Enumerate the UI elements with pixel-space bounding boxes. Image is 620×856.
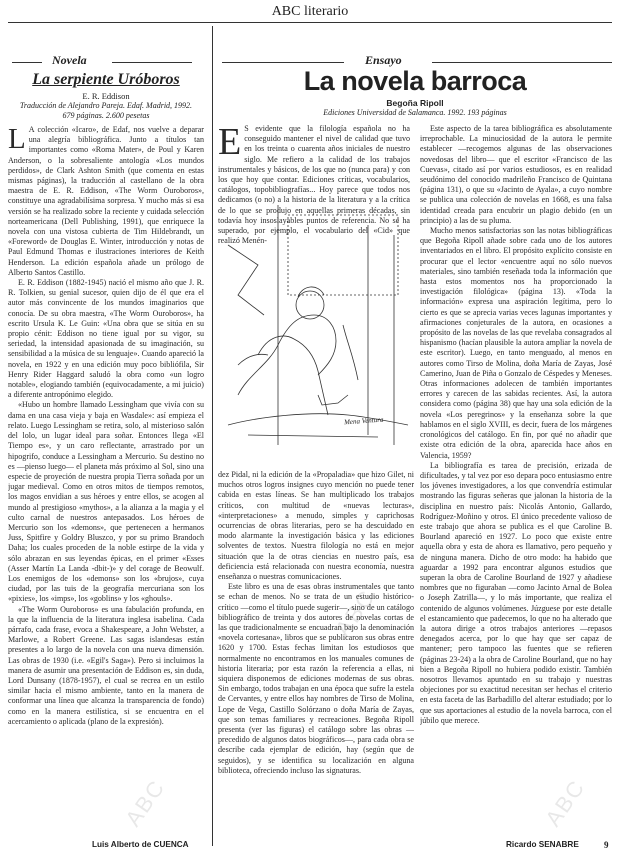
article-author-right: Begoña Ripoll: [386, 98, 444, 108]
watermark-stamp: ABC: [540, 774, 591, 831]
article-body-right-b: [420, 124, 612, 836]
section-rule-left: [12, 62, 42, 63]
paragraph: Mucho menos satisfactorias son las notas bibliográficas que Begoña Ripoll añade sobre cada uno de los autores inventariados en el libro. El propósito explícito consiste en procurar que el lector «encuentre aquí no sólo nuevos materiales, sino también reseñada toda la información que hasta estos momentos nos ha proporcionado la investigación filológica» (página 13). «Toda la información» expresa una aspiración legítima, pero lo cierto es que se aprecia varias veces lagunas importantes y afirmaciones conjeturales de la autora, en ocasiones a propósito de las novelas de las que revelaba consagrados al hispanismo (hacían plausible la autora ampliar la novela de este escritor). Luego, en tanto menguado, al menos en autores como Tirso de Molina, doña María de Zayas, José Camerino, Juan de Piña o Gonzalo de Céspedes y Meneses. Otras informaciones adolecen de también importantes errores y carecen de las sabidas recientes. Así, la autora considera como (página 38) que hay una sola edición de la novela «Los peregrinos» y la enseñanza sobre la que hablamos en el siglo XVIII, es decir, fuera de los márgenes cronológicos del catálogo. En fin, por qué no añadir que existe otra edición de la obra, aparecida hace años en Valencia, 1959?: [420, 226, 612, 460]
page-number: 9: [604, 840, 609, 850]
article-author-left: E. R. Eddison: [82, 91, 130, 101]
signature-left: Luis Alberto de CUENCA: [92, 840, 189, 849]
section-rule-left-r: [222, 62, 344, 63]
paragraph: La bibliografía es tarea de precisión, erizada de dificultades, y tal vez por eso depara poco entusiasmo entre los jóvenes investigadores, a los que convendría estimular mostrando las figuras señeras que jalonan la historia de la disciplina en nuestro país: Nicolás Antonio, Gallardo, Rodríguez-Moñino y otros. El único precedente valioso de este trabajo que ahora se publica es el que Caroline B. Bourland apareció en 1927. Lo poco que existe entre aquella obra y esta de ahora es llamativo, pero pequeño y de ninguna manera. Dicho de otro modo: ha habido que aguardar a 1992 para encontrar algunos estudios que superan la obra de Caroline Bourland de 1927 y añadiese nombres que no figuraban —como Jacinto Arnal de Bolea o Joseph Zatrilla—, y lo más importante, que realiza el contenido de algunos volúmenes. Júzguese por este detalle el estancamiento que padecemos, lo que no ha alterado que la autora dirige a otros trabajos anteriores —repasos denegados acerca, por lo que hay que ser capaz de mantener; pero tampoco las fuentes que se refieren (páginas 23-24) a la obra de Caroline Bourland, que no hay bien a Begoña Ripoll no hubiera podido existir. También nosotros llevamos apuntado en su trabajo y nuestras objeciones por su exactitud necesitan ser hechas el criterio en esta faceta de las Barbadillo del alterar estudiado; por lo que sus aportaciones al estudio de la novela barroca, con el júbilo que merece.: [420, 460, 612, 725]
column-divider: [212, 26, 213, 846]
paragraph: «Hubo un hombre llamado Lessingham que vivía con su dama en una casa vieja y baja en Wasdale»: así empieza el relato. Luego Lessingham se retira, solo, al misterioso salón del lolo, un lugar ideal para soñar. Entonces llega «El Tiempo es», y un caro reflectante, arrastrado por un hipogrifo, conduce a Lessingham a Mercurio. Su destino no es —pienso luego— el planeta más próximo al Sol, sino una especie de proyeción de nuestra propia Tierra soñada por un jugar medieval. Como en otros mitos de tiempos remotos, los magos envidian a sus héroes y entre ellos, se acogen al mundo al prestigioso «mythos», a la alianza a la magia y el culto carnal de nuestros antepasados. Los héroes de Mercurio son los «demons», que pertenecen a hermanos Juss, Spitfire y Goldry Bluszco, y por su primo Brandoch Daha; los cuales proceden de la noble estirpe de la vida y sólo abrazan en sus leyendas épicas, en el primer «Esses (Asser Martín La Landa -dbit-)» y del corage de Beowulf. Los enemigos de los «demons» son los «brujos», cuya ciudad, por las tuis de la geografía mercuriana son los «pixies», los «imps», los «goblins» y los «ghouls».: [8, 400, 204, 604]
dropcap-right: E: [218, 124, 242, 163]
page-header-title: ABC literario: [271, 4, 349, 19]
illustration-signature: Mena Ventura: [343, 415, 384, 427]
biblio-left: Traducción de Alejandro Pareja. Edaf. Madrid, 1992. 679 páginas. 2.600 pesetas: [19, 101, 193, 120]
paragraph: Este libro es una de esas obras instrumentales que tanto se echan de menos. No se trata de un estudio histórico-crítico —como el título puede sugerir—, sino de un catálogo bibliográfico de treinta y dos autores de novelas cortas de las que tradicionalmente se encuadran bajo la denominación «novela cortesana», libros que se publicaron sus obras entre 1620 y 1700. Estas fechas limitan los estudiosos que normalmente no encontramos en los manuales comunes de historia literaria; por esta razón la referencia a ellas, ni siquiera disponemos de ediciones modernas de sus obras. Sin embargo, todos trabajan en una época que sufre la estela de Cervantes, y entre ellos hay nombres de Tirso de Molina, Lope de Vega, Castillo Solórzano o doña María de Zayas, que son temas familiares y recreaciones. Begoña Ripoll presenta (ver las figuras) el catálogo sobre las obras —precedido de algunos datos biográficos—, para cada obra se describe cada ejemplar de edición, hay (según que de seguidos), y se identifica su localización en alguna biblioteca, ofreciendo incluso las signaturas.: [218, 582, 414, 775]
article-title-left: La serpiente Uróboros: [32, 71, 180, 88]
paragraph: E. R. Eddison (1882-1945) nació el mismo año que J. R. R. Tolkien, su genial sucesor, quien dijo de él que era el autor más convincente de los mundos imaginarios que conocía. De su obra maestra, «The Worm Ouroboros», ha escrito Ursula K. Le Guin: «Una obra que se sitúa en su propio cénit: Eddison no tiene igual por su vigor, su seriedad, la intensidad apasionada de su imaginación, su sensibilidad a la música de su lenguaje». Cuando apareció la novela, en 1922 y en una edición muy poco bibliófila, Sir Henry Rider Haggard saludó la obra como «un logro notable», elogiando también (equivocadamente, a mi juicio) a diferente antropónimo elegido.: [8, 278, 204, 400]
paragraph: «The Worm Ouroboros» es una fabulación profunda, en la que la influencia de la literatura inglesa isabelina. Cada párrafo, cada frase, evoca a Shakespeare, a John Webster, a Marlowe, a Robert Greene. Las sagas islandesas están presentes a lo largo de la novela con una nueva dimensión. Las obras de 1930 (i.e. «Egil's Saga»). Pero si incluimos la manera de asumir una presentación de Eddison es, sin duda, Lord Dunsany (1878-1957), el cual se recrea en un estilo similar hacia el mismo ambiente, tanto en la manera de conformar una línea que alcanza la transparencia de fondo) como en la manera estilística, si se encuentra en el acercamiento o aplicada (plano de la expresión).: [8, 604, 204, 726]
article-title-right: La novela barroca: [303, 66, 527, 96]
dropcap-left: L: [8, 125, 26, 155]
section-label-novela: Novela: [52, 53, 87, 67]
article-body-left: [8, 125, 204, 833]
biblio-right: Ediciones Universidad de Salamanca. 1992. 193 páginas: [323, 108, 507, 117]
section-label-ensayo: Ensayo: [365, 53, 402, 67]
paragraph: Este aspecto de la tarea bibliográfica es absolutamente irreprochable. La minuciosidad de la autora le permite establecer —recogemos algunas de las observaciones novedosas del libro— que el escritor «Francisco de las Cuevas», citado así por varios estudiosos, es en realidad seudónimo del conocido madrileño Francisco de Quintana (página 131), o que su «Jacinto de Ayala», a cuyo nombre se publica una colección de novelas en 1668, es una falsa identidad creada para encubrir un plagio debido (en un principio) a las de su pluma.: [420, 124, 612, 225]
article-body-right-a-bottom: [218, 470, 414, 832]
illustration-sketch: [218, 205, 414, 465]
paragraph: dez Pidal, ni la edición de la «Propaladia» que hizo Gilet, ni muchos otros logros insignes cuyo mención no puede tener cabida en estas líneas. Se han multiplicado los trabajos críticos, con multitud de «nuevas lecturas», «interpretaciones» a menudo, simples y caprichosas ocurrencias de obras literarias, pero se ha descuidado en modo alarmante la investigación básica y las ediciones solventes de textos. Nuestra filología no está en mejor situación que la de otras ciencias en nuestro país, esa deficiencia está relacionada con nuestra economía, nuestra enseñanza o nuestras comunicaciones.: [218, 470, 414, 582]
pen-drawing-icon: [218, 205, 414, 465]
section-rule-right-r: [432, 62, 612, 63]
paragraph: A colección «Icaro», de Edaf, nos vuelve a deparar una alegría bibliográfica. Junto a títulos tan importantes como «Roma Mater», de Poul y Karen Anderson, o la sobresaliente antología «Los mundos perdidos», de Clark Ashton Smith (que comenta en estas mismas páginas), la traducción al castellano de la obra maestra de E. R. Eddison, «The Worm Ouroboros», constituye una agradabilísima sorpresa. Y mucho más si esa versión se ha realizado sobre la reciente y cuidada selección norteamericana (Dell Publishing, 1991), que enriquece la novela con una vistosa cubierta de Tim Hildebrandt, un «Foreword» de Douglas E. Winter, introducción y notas de Paul Edmund Thomas e ilustraciones interiores de Keith Henderson. La edición española añade un prólogo de Alberto Santos Castillo.: [8, 125, 204, 277]
signature-right: Ricardo SENABRE: [506, 840, 579, 849]
watermark-stamp: ABC: [120, 774, 171, 831]
watermark-stamp: ABC: [330, 584, 381, 641]
paragraph: S evidente que la filología española no ha conseguido mantener el nivel de calidad que tuvo en los treinta o cuarenta años iniciales de nuestro siglo. Me refiero a la calidad de los trabajos instrumentales y básicos, de los que no (nunca para) y con los que hoy que contar. Ediciones críticas, vocabularios, catálogos, topobibliografías... Hoy parece que todos nos dedicamos (o no) a la historia de la literatura y a la crítica de lo que se produjo en aquellas primeras décadas, sin todavía hoy insoslayables puntos de referencia. No se ha superado, por ejemplo, el vocabulario del «Cid» que realizó Menén-: [218, 124, 410, 246]
header-rule: [8, 22, 612, 23]
section-rule-right: [112, 62, 192, 63]
